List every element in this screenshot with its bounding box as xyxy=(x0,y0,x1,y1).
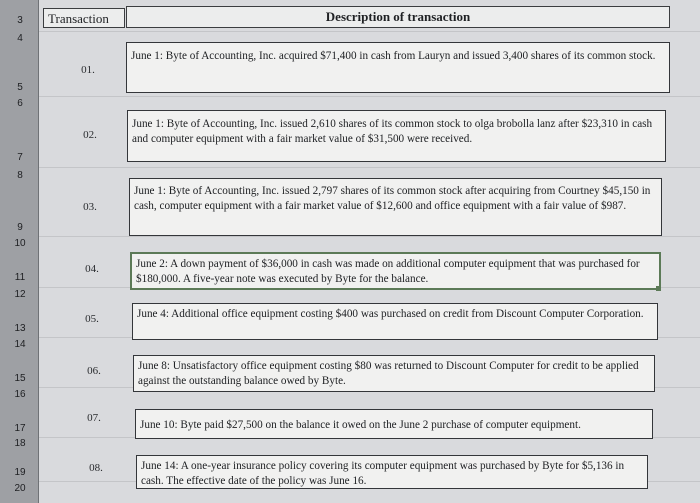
selection-resize-handle[interactable] xyxy=(656,286,661,291)
row-number[interactable]: 13 xyxy=(14,323,26,334)
row-number[interactable]: 14 xyxy=(14,339,26,350)
row-number[interactable]: 17 xyxy=(14,423,26,434)
row-number[interactable]: 20 xyxy=(14,483,26,494)
transaction-number: 05. xyxy=(85,313,99,325)
transaction-number: 04. xyxy=(85,263,99,275)
transaction-description-box[interactable]: June 14: A one-year insurance policy covering its computer equipment was purchased by Byte for $5,136 in cash. The effective date of the policy was June 16. xyxy=(136,455,648,489)
transaction-description-box[interactable]: June 1: Byte of Accounting, Inc. acquired $71,400 in cash from Lauryn and issued 3,400 shares of its common stock. xyxy=(126,42,670,93)
transaction-description-box[interactable]: June 4: Additional office equipment costing $400 was purchased on credit from Discount Computer Corporation. xyxy=(132,303,658,340)
transaction-number: 07. xyxy=(87,412,101,424)
row-header-column xyxy=(0,0,39,503)
description-column-header[interactable] xyxy=(126,6,670,28)
transaction-number: 02. xyxy=(83,129,97,141)
transaction-description-box[interactable]: June 1: Byte of Accounting, Inc. issued 2,797 shares of its common stock after acquiring from Courtney $45,150 in cash, computer equipment with a fair market value of $12,600 and office equipment with a fair value of $987. xyxy=(129,178,662,236)
transaction-number: 03. xyxy=(83,201,97,213)
row-number[interactable]: 7 xyxy=(17,152,23,163)
row-number[interactable]: 6 xyxy=(17,98,23,109)
grid-line xyxy=(39,96,700,97)
grid-line xyxy=(39,236,700,237)
transaction-description-box[interactable]: June 10: Byte paid $27,500 on the balance it owed on the June 2 purchase of computer equipment. xyxy=(135,409,653,439)
transaction-description-box[interactable]: June 8: Unsatisfactory office equipment costing $80 was returned to Discount Computer for credit to be applied against the outstanding balance owed by Byte. xyxy=(133,355,655,392)
row-number[interactable]: 5 xyxy=(17,82,23,93)
row-number[interactable]: 19 xyxy=(14,467,26,478)
row-number[interactable]: 8 xyxy=(17,170,23,181)
row-number[interactable]: 15 xyxy=(14,373,26,384)
transaction-number: 01. xyxy=(81,64,95,76)
transaction-description-box[interactable]: June 1: Byte of Accounting, Inc. issued 2,610 shares of its common stock to olga brobolla lanz after $23,310 in cash and computer equipment with a fair market value of $31,500 were received. xyxy=(127,110,666,162)
row-number[interactable]: 12 xyxy=(14,289,26,300)
transaction-number: 08. xyxy=(89,462,103,474)
transaction-number: 06. xyxy=(87,365,101,377)
row-number[interactable]: 18 xyxy=(14,438,26,449)
row-number[interactable]: 10 xyxy=(14,238,26,249)
description-header-label: Description of transaction xyxy=(325,9,471,24)
grid-line xyxy=(39,167,700,168)
grid-line xyxy=(39,31,700,32)
transaction-column-header[interactable]: Transaction xyxy=(43,8,125,28)
transaction-description-box[interactable]: June 2: A down payment of $36,000 in cash was made on additional computer equipment that was purchased for $180,000. A five-year note was executed by Byte for the balance. xyxy=(130,252,661,290)
row-number[interactable]: 9 xyxy=(17,222,23,233)
row-number[interactable]: 3 xyxy=(17,15,23,26)
row-number[interactable]: 4 xyxy=(17,33,23,44)
row-number[interactable]: 16 xyxy=(14,389,26,400)
row-number[interactable]: 11 xyxy=(14,272,26,283)
